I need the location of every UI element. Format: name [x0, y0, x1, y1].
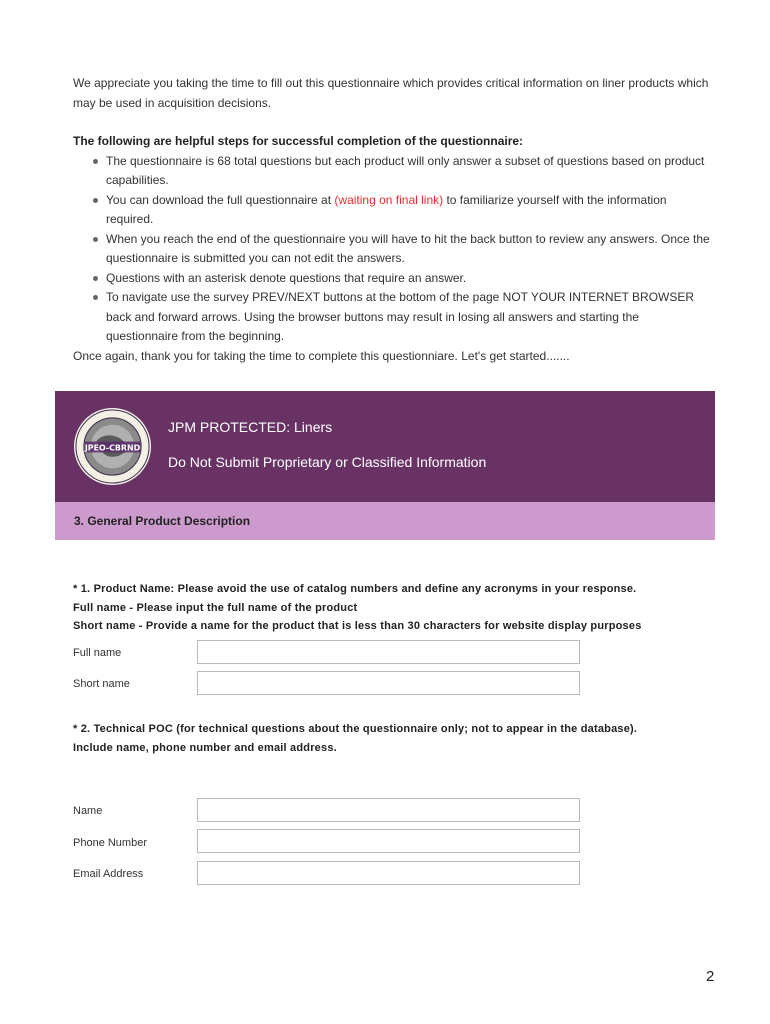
list-item: Questions with an asterisk denote questions that require an answer. [106, 269, 713, 289]
download-link[interactable]: (waiting on final link) [334, 192, 444, 207]
email-address-input[interactable] [197, 861, 580, 885]
list-item: To navigate use the survey PREV/NEXT buttons at the bottom of the page NOT YOUR INTERNET BROWSER back and forward arrows. Using the browser buttons may result in losing all answers and starting the questionnaire from the beginning. [106, 288, 713, 347]
section-header [55, 502, 715, 540]
question-1-line3: Short name - Provide a name for the product that is less than 30 characters for website display purposes [73, 620, 642, 632]
section-title: 3. General Product Description [74, 514, 251, 528]
poc-name-input[interactable] [197, 798, 580, 822]
steps-list [73, 152, 713, 347]
question-1 [73, 580, 642, 636]
bullet-text: to familiarize yourself with the information required. [106, 192, 667, 226]
banner-subtitle: Do Not Submit Proprietary or Classified Information [168, 454, 487, 470]
list-item: When you reach the end of the questionnaire you will have to hit the back button to review any answers. Once the questionnaire is submitted you can not edit the answers. [106, 230, 713, 269]
intro-closing: Once again, thank you for taking the time to complete this questionniare. Let's get started....... [73, 348, 570, 363]
question-1-line2: Full name - Please input the full name of the product [73, 601, 358, 614]
question-2-title: * 2. Technical POC (for technical questions about the questionnaire only; not to appear in the database). [73, 723, 638, 735]
steps-title: The following are helpful steps for successful completion of the questionnaire: [73, 134, 524, 148]
question-2 [73, 720, 637, 757]
bullet-text: You can download the full questionnaire at [106, 192, 335, 207]
survey-banner [55, 391, 715, 502]
poc-name-label: Name [73, 805, 103, 817]
intro-section [73, 74, 713, 366]
logo-text: JPEO-CBRND [84, 443, 141, 453]
list-item: The questionnaire is 68 total questions but each product will only answer a subset of questions based on product capabilities. [106, 152, 713, 191]
short-name-label: Short name [73, 678, 130, 690]
question-2-line2: Include name, phone number and email address. [73, 741, 337, 754]
banner-title: JPM PROTECTED: Liners [168, 419, 333, 435]
phone-number-label: Phone Number [73, 837, 147, 849]
email-address-label: Email Address [73, 868, 144, 880]
short-name-input[interactable] [197, 671, 580, 695]
list-item [106, 191, 713, 230]
question-1-title: * 1. Product Name: Please avoid the use of catalog numbers and define any acronyms in your response. [73, 583, 637, 595]
intro-lead: We appreciate you taking the time to fill out this questionnaire which provides critical information on liner products which may be used in acquisition decisions. [73, 76, 709, 110]
full-name-label: Full name [73, 647, 122, 659]
page-number: 2 [706, 968, 715, 985]
full-name-input[interactable] [197, 640, 580, 664]
phone-number-input[interactable] [197, 829, 580, 853]
jpeo-cbrnd-seal-icon [73, 407, 152, 486]
